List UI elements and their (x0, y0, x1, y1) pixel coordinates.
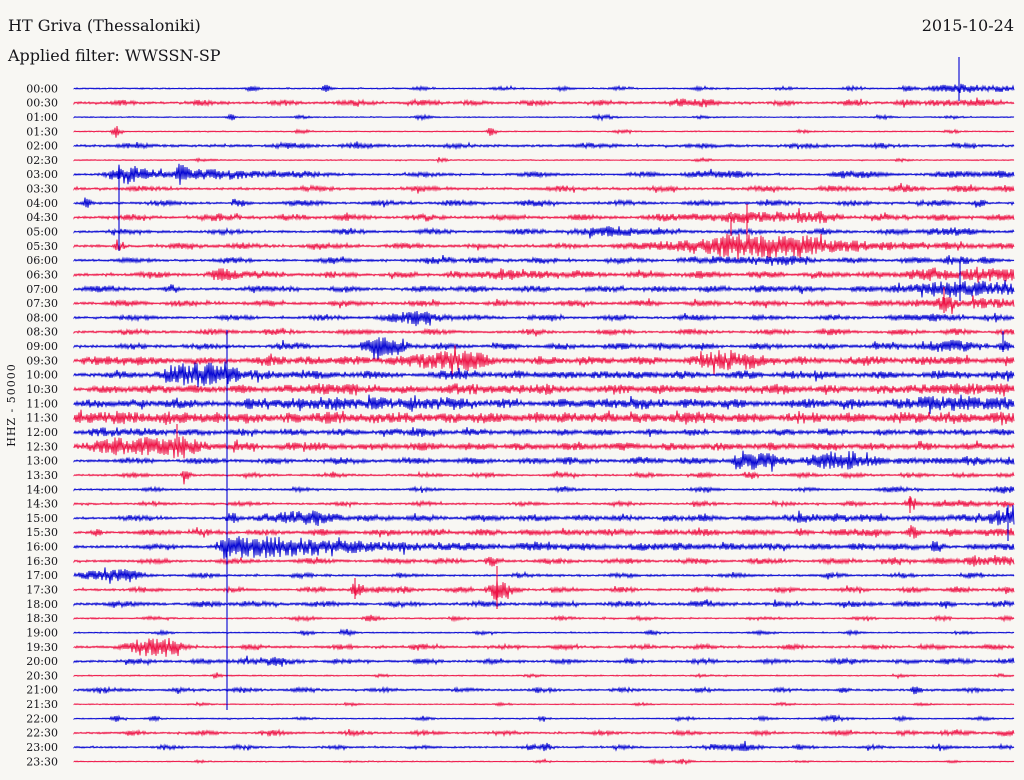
time-label-00:30: 00:30 (26, 96, 58, 110)
trace-18:00 (74, 599, 1014, 608)
time-label-23:00: 23:00 (26, 741, 58, 754)
trace-16:00 (74, 536, 1014, 559)
trace-00:30 (74, 98, 1014, 108)
time-label-22:00: 22:00 (26, 712, 58, 726)
time-label-08:30: 08:30 (26, 325, 58, 339)
trace-03:00 (74, 164, 1014, 185)
applied-filter-label: Applied filter: WWSSN-SP (8, 46, 221, 65)
trace-10:30 (74, 383, 1014, 396)
time-label-04:30: 04:30 (26, 211, 58, 225)
time-label-09:00: 09:00 (26, 340, 58, 354)
time-label-02:00: 02:00 (26, 139, 58, 153)
trace-22:00 (74, 715, 1014, 722)
trace-16:30 (74, 555, 1014, 567)
time-label-06:30: 06:30 (26, 268, 58, 282)
trace-19:30 (74, 638, 1014, 657)
date-label: 2015-10-24 (921, 16, 1014, 35)
time-label-07:30: 07:30 (26, 297, 58, 311)
trace-12:30 (74, 436, 1014, 458)
time-label-13:30: 13:30 (26, 468, 58, 482)
trace-13:30 (74, 471, 1014, 484)
time-label-12:00: 12:00 (26, 426, 58, 439)
time-label-00:00: 00:00 (26, 82, 58, 96)
time-label-23:30: 23:30 (26, 755, 58, 769)
time-label-10:00: 10:00 (26, 368, 58, 382)
time-label-04:00: 04:00 (26, 196, 58, 210)
time-label-06:00: 06:00 (26, 254, 58, 268)
trace-20:00 (74, 656, 1014, 667)
trace-15:00 (74, 505, 1014, 526)
time-label-11:00: 11:00 (26, 397, 58, 411)
trace-23:30 (74, 759, 1014, 764)
time-label-17:30: 17:30 (26, 583, 58, 597)
trace-07:30 (74, 295, 1014, 314)
trace-02:00 (74, 142, 1014, 150)
trace-23:00 (74, 741, 1014, 751)
time-label-15:30: 15:30 (26, 526, 58, 540)
time-label-12:30: 12:30 (26, 440, 58, 454)
time-label-05:00: 05:00 (26, 225, 58, 239)
trace-21:00 (74, 687, 1014, 695)
time-label-17:00: 17:00 (26, 569, 58, 583)
trace-14:30 (74, 497, 1014, 509)
time-label-03:00: 03:00 (26, 168, 58, 182)
time-label-16:00: 16:00 (26, 540, 58, 554)
trace-08:00 (74, 311, 1014, 326)
trace-15:30 (74, 525, 1014, 538)
time-label-19:30: 19:30 (26, 640, 58, 654)
trace-11:00 (74, 395, 1014, 414)
trace-07:00 (74, 280, 1014, 298)
time-label-20:30: 20:30 (26, 669, 58, 683)
time-label-22:30: 22:30 (26, 726, 58, 740)
trace-00:00 (74, 84, 1014, 93)
time-label-10:30: 10:30 (26, 383, 58, 396)
trace-05:30 (74, 234, 1014, 260)
time-label-01:30: 01:30 (26, 125, 58, 139)
time-label-01:00: 01:00 (26, 110, 58, 124)
trace-13:00 (74, 451, 1014, 472)
time-label-11:30: 11:30 (26, 411, 58, 425)
trace-18:30 (74, 615, 1014, 622)
channel-scale-label: HHZ - 50000 (5, 363, 18, 447)
trace-04:30 (74, 208, 1014, 223)
time-label-18:00: 18:00 (26, 597, 58, 611)
trace-21:30 (74, 703, 1014, 706)
trace-06:00 (74, 255, 1014, 266)
trace-04:00 (74, 198, 1014, 208)
trace-12:00 (74, 427, 1014, 437)
time-label-14:00: 14:00 (26, 483, 58, 497)
trace-14:00 (74, 486, 1014, 493)
trace-19:00 (74, 629, 1014, 636)
trace-08:30 (74, 328, 1014, 337)
trace-10:00 (74, 362, 1014, 388)
time-label-14:30: 14:30 (26, 497, 58, 511)
trace-06:30 (74, 267, 1014, 283)
time-label-05:30: 05:30 (26, 239, 58, 253)
trace-05:00 (74, 226, 1014, 238)
trace-03:30 (74, 183, 1014, 194)
time-label-16:30: 16:30 (26, 554, 58, 568)
trace-17:30 (74, 579, 1014, 600)
trace-20:30 (74, 673, 1014, 679)
time-label-19:00: 19:00 (26, 626, 58, 640)
time-label-21:00: 21:00 (26, 683, 58, 697)
trace-17:00 (74, 567, 1014, 583)
time-label-09:30: 09:30 (26, 354, 58, 368)
time-label-20:00: 20:00 (26, 655, 58, 669)
time-label-02:30: 02:30 (26, 153, 58, 167)
trace-11:30 (74, 410, 1014, 426)
time-label-21:30: 21:30 (26, 698, 58, 712)
time-label-03:30: 03:30 (26, 182, 58, 196)
time-label-13:00: 13:00 (26, 454, 58, 468)
trace-22:30 (74, 729, 1014, 736)
time-label-07:00: 07:00 (26, 282, 58, 296)
station-title: HT Griva (Thessaloniki) (8, 16, 201, 35)
time-label-18:30: 18:30 (26, 612, 58, 626)
trace-02:30 (74, 157, 1014, 162)
time-label-08:00: 08:00 (26, 311, 58, 325)
trace-01:30 (74, 126, 1014, 138)
time-label-15:00: 15:00 (26, 511, 58, 525)
trace-01:00 (74, 114, 1014, 120)
